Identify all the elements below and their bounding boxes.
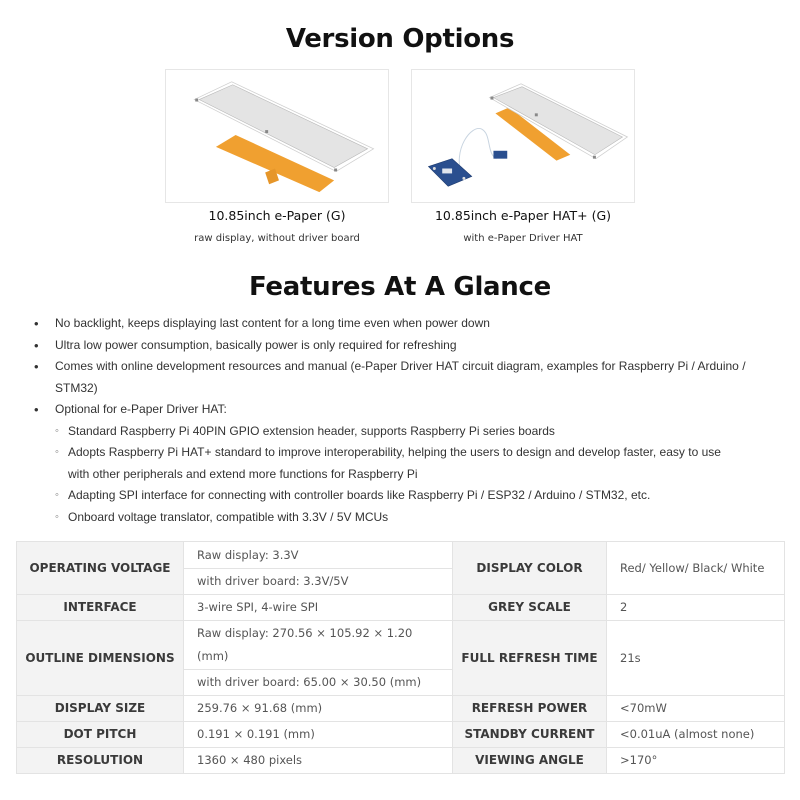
mount-hole bbox=[462, 177, 465, 180]
feature-text: Ultra low power consumption, basically power is only required for refreshing bbox=[55, 337, 457, 352]
spec-value-standby-current: <0.01uA (almost none) bbox=[607, 722, 785, 748]
version-1-title: 10.85inch e-Paper (G) bbox=[208, 208, 346, 223]
spec-value-resolution: 1360 × 480 pixels bbox=[184, 748, 453, 774]
feature-item bbox=[0, 313, 800, 335]
spec-value-outline-driver: with driver board: 65.00 × 30.50 (mm) bbox=[184, 670, 453, 696]
hollow-bullet-icon: ◦ bbox=[55, 489, 59, 501]
corner-mark bbox=[334, 169, 337, 172]
spec-value-full-refresh-time: 21s bbox=[607, 621, 785, 696]
bullet-icon: • bbox=[34, 337, 39, 353]
feature-text: No backlight, keeps displaying last content for a long time even when power down bbox=[55, 316, 490, 330]
spec-label-dot-pitch: DOT PITCH bbox=[17, 722, 184, 748]
feature-item bbox=[0, 356, 800, 399]
hollow-bullet-icon: ◦ bbox=[55, 446, 59, 458]
adapter-board bbox=[493, 151, 507, 159]
spec-value-outline-raw: Raw display: 270.56 × 105.92 × 1.20 (mm) bbox=[184, 621, 453, 670]
product-image-driver-hat[interactable] bbox=[411, 69, 635, 203]
feature-item bbox=[0, 335, 800, 357]
version-2-subtitle: with e-Paper Driver HAT bbox=[463, 233, 583, 244]
feature-text: Comes with online development resources and manual (e-Paper Driver HAT circuit diagram, examples for Raspberry Pi / Arduino / STM32) bbox=[55, 359, 746, 395]
spec-row bbox=[17, 595, 785, 621]
bullet-icon: • bbox=[34, 316, 39, 331]
spec-row bbox=[17, 696, 785, 722]
bullet-icon: • bbox=[34, 402, 39, 417]
e-paper-hat-illustration bbox=[412, 70, 634, 202]
feature-sub-item bbox=[0, 507, 800, 529]
spec-row bbox=[17, 748, 785, 774]
spec-value-dot-pitch: 0.191 × 0.191 (mm) bbox=[184, 722, 453, 748]
hollow-bullet-icon: ◦ bbox=[55, 510, 59, 523]
corner-mark bbox=[265, 130, 268, 133]
hollow-bullet-icon: ◦ bbox=[55, 424, 59, 437]
spec-value-viewing-angle: >170° bbox=[607, 748, 785, 774]
feature-sub-text: Standard Raspberry Pi 40PIN GPIO extension header, supports Raspberry Pi series boards bbox=[68, 423, 555, 438]
spec-label-display-size: DISPLAY SIZE bbox=[17, 696, 184, 722]
feature-sub-text: Onboard voltage translator, compatible with 3.3V / 5V MCUs bbox=[68, 509, 389, 524]
feature-sub-text: Adapting SPI interface for connecting with controller boards like Raspberry Pi / ESP32 / Arduino / STM32, etc. bbox=[68, 488, 651, 502]
spec-row bbox=[17, 722, 785, 748]
spec-label-display-color: DISPLAY COLOR bbox=[453, 542, 607, 595]
corner-mark bbox=[593, 156, 596, 159]
spec-label-resolution: RESOLUTION bbox=[17, 748, 184, 774]
feature-sub-text: Adopts Raspberry Pi HAT+ standard to improve interoperability, helping the users to design and develop faster, easy to use with other peripherals and extend more functions for Raspberry Pi bbox=[68, 445, 721, 481]
spec-table bbox=[16, 541, 785, 774]
spec-label-operating-voltage: OPERATING VOLTAGE bbox=[17, 542, 184, 595]
version-1-subtitle: raw display, without driver board bbox=[194, 233, 360, 244]
spec-label-outline-dimensions: OUTLINE DIMENSIONS bbox=[17, 621, 184, 696]
feature-sub-item bbox=[0, 442, 800, 485]
spec-value-display-size: 259.76 × 91.68 (mm) bbox=[184, 696, 453, 722]
e-paper-raw-display-illustration bbox=[166, 70, 388, 202]
spec-value-interface: 3-wire SPI, 4-wire SPI bbox=[184, 595, 453, 621]
spec-label-standby-current: STANDBY CURRENT bbox=[453, 722, 607, 748]
spec-value-display-color: Red/ Yellow/ Black/ White bbox=[607, 542, 785, 595]
spec-label-interface: INTERFACE bbox=[17, 595, 184, 621]
version-options-title: Version Options bbox=[285, 24, 515, 54]
spec-value-operating-voltage-raw: Raw display: 3.3V bbox=[184, 542, 453, 569]
feature-text: Optional for e-Paper Driver HAT: bbox=[55, 402, 227, 416]
panel-active-area bbox=[199, 85, 367, 168]
spec-value-operating-voltage-driver: with driver board: 3.3V/5V bbox=[184, 569, 453, 595]
features-list bbox=[0, 313, 800, 528]
features-title: Features At A Glance bbox=[249, 272, 551, 302]
spec-label-refresh-power: REFRESH POWER bbox=[453, 696, 607, 722]
feature-item bbox=[0, 399, 800, 421]
corner-mark bbox=[535, 113, 538, 116]
spec-label-viewing-angle: VIEWING ANGLE bbox=[453, 748, 607, 774]
hat-connector bbox=[442, 169, 452, 174]
spec-value-refresh-power: <70mW bbox=[607, 696, 785, 722]
spec-label-grey-scale: GREY SCALE bbox=[453, 595, 607, 621]
product-image-raw-display[interactable] bbox=[165, 69, 389, 203]
feature-sub-item bbox=[0, 421, 800, 443]
corner-mark bbox=[490, 97, 493, 100]
spec-label-full-refresh-time: FULL REFRESH TIME bbox=[453, 621, 607, 696]
bullet-icon: • bbox=[34, 359, 39, 374]
feature-sub-item bbox=[0, 485, 800, 507]
spec-row bbox=[17, 542, 785, 569]
spec-row bbox=[17, 621, 785, 670]
version-2-title: 10.85inch e-Paper HAT+ (G) bbox=[434, 208, 612, 223]
mount-hole bbox=[433, 167, 436, 170]
corner-mark bbox=[195, 99, 198, 102]
spec-value-grey-scale: 2 bbox=[607, 595, 785, 621]
